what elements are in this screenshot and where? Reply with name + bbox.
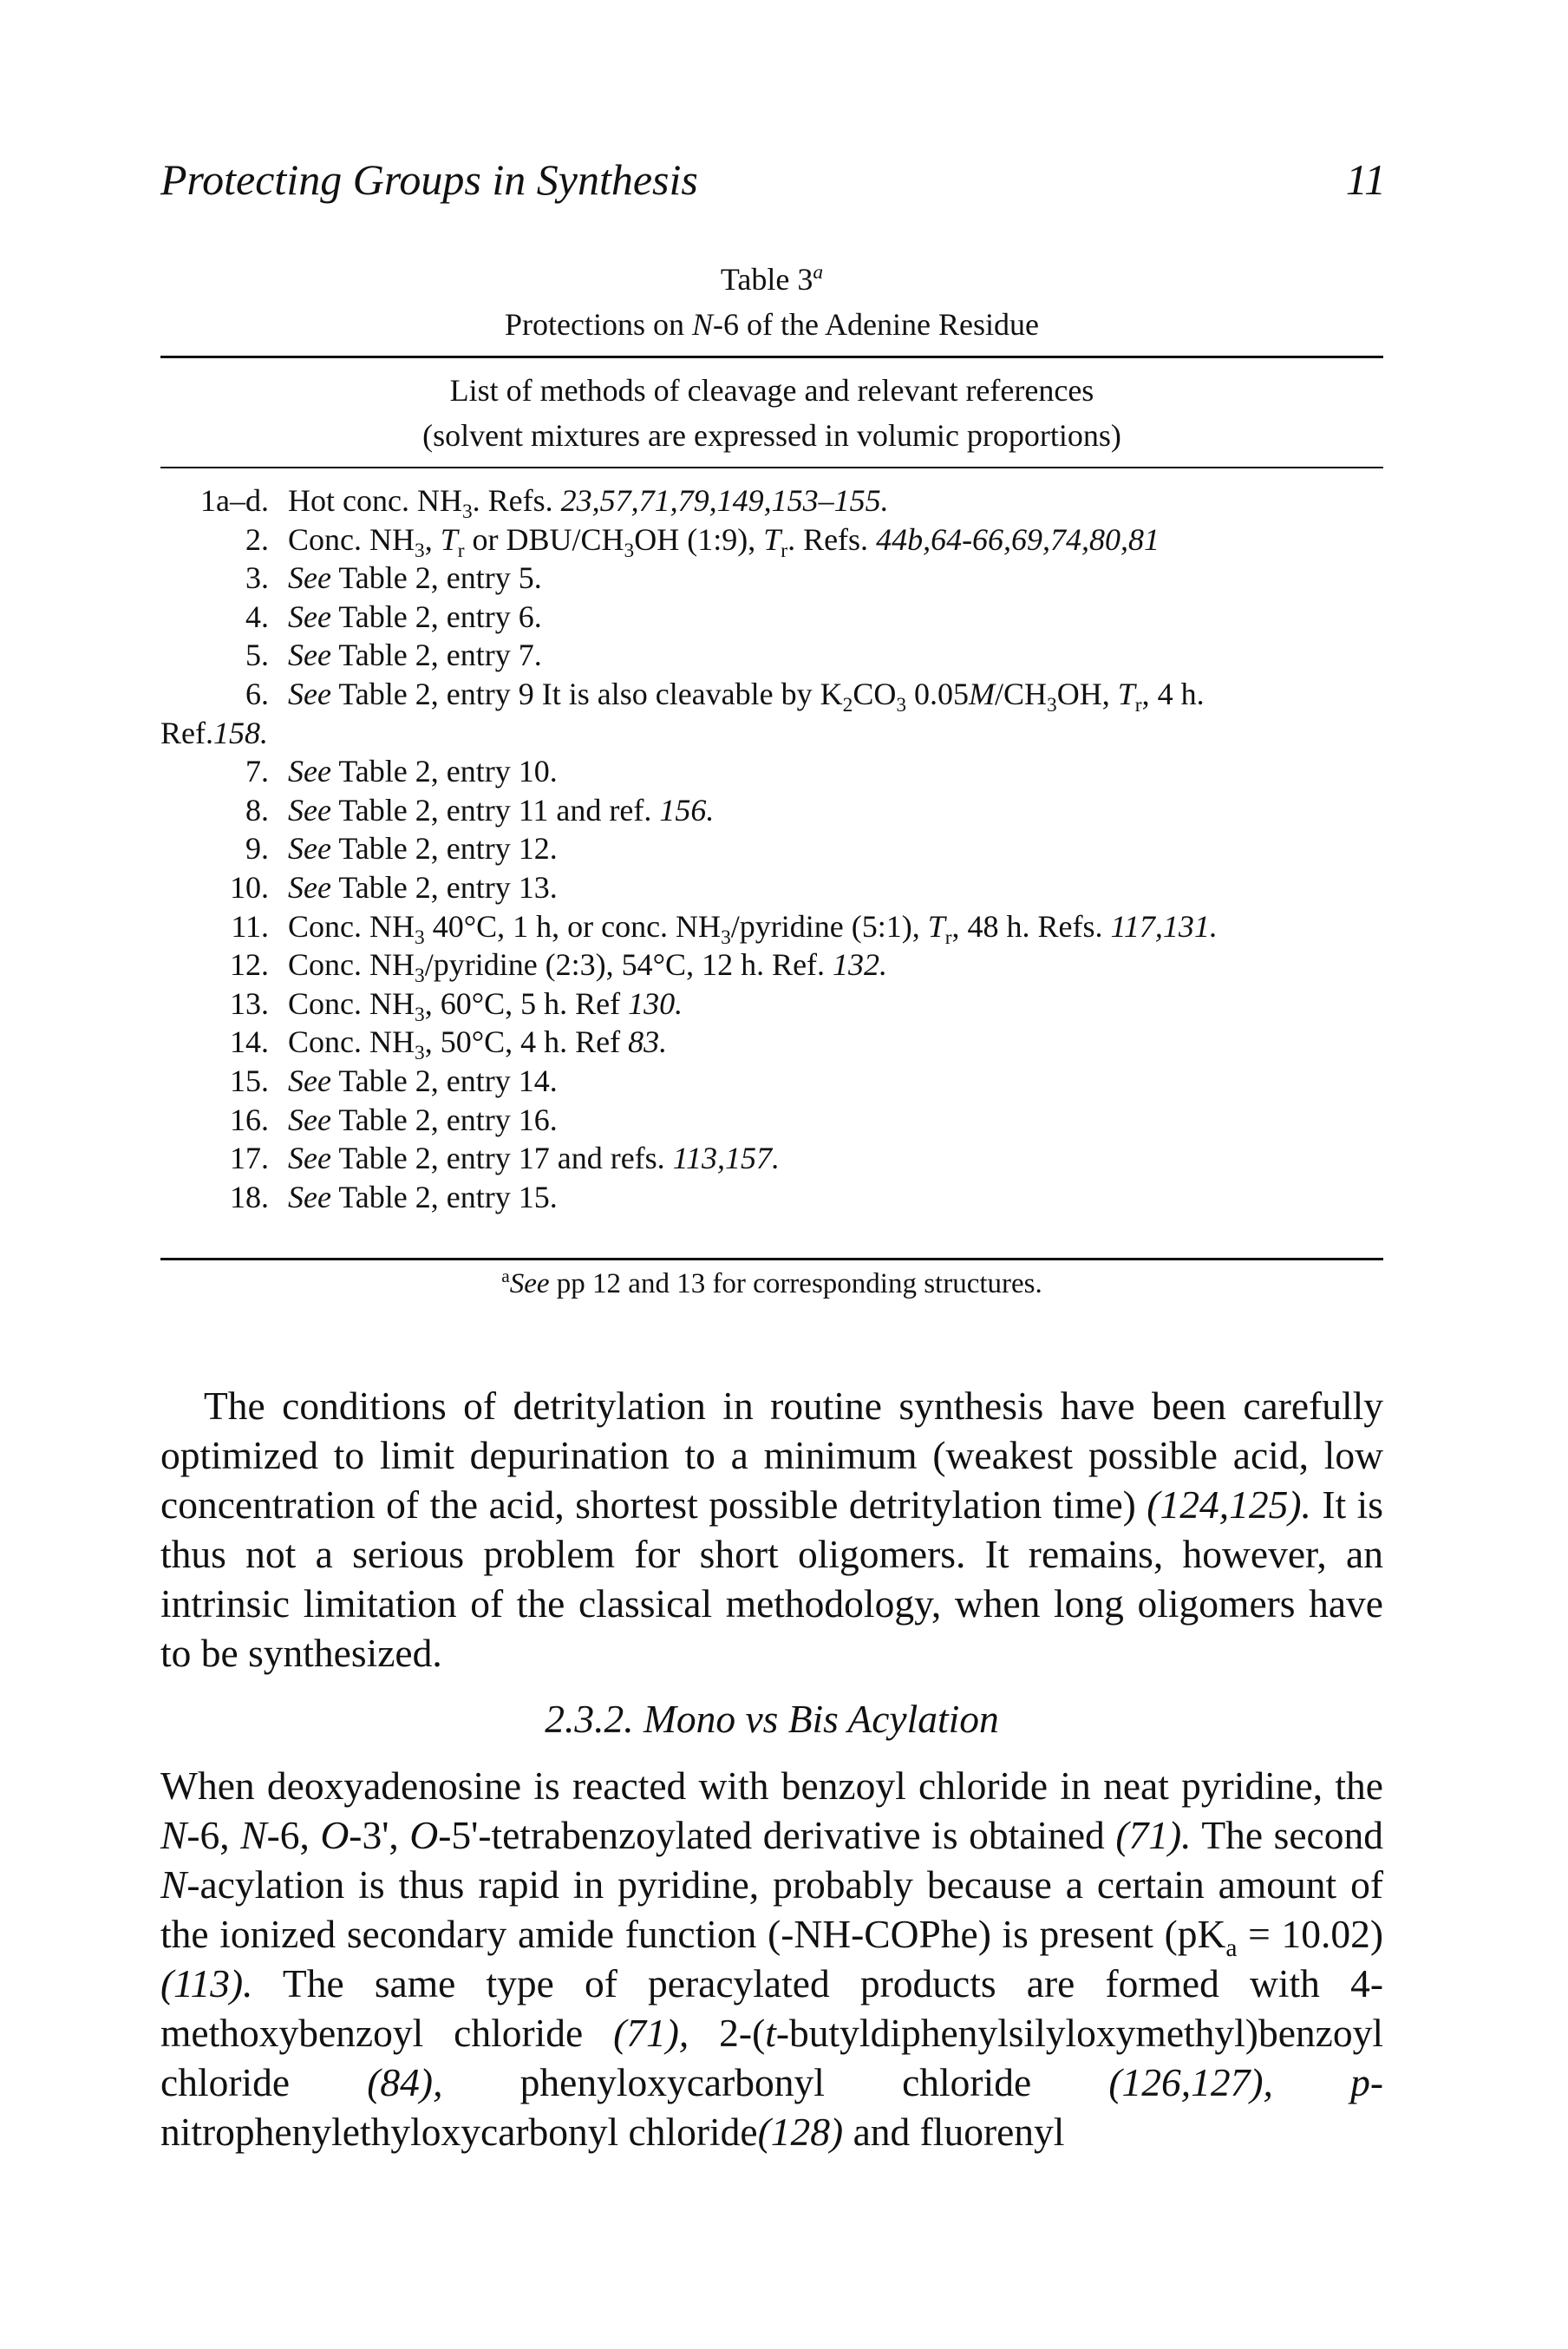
table-entry xyxy=(160,791,1392,830)
table-entry xyxy=(160,1062,1392,1101)
table-entry xyxy=(160,829,1392,868)
entry-text: See Table 2, entry 5. xyxy=(288,560,542,596)
entry-number: 14. xyxy=(230,1024,269,1060)
entry-text: See Table 2, entry 9 It is also cleavable by $K_2CO_3$ $0.05M/CH_3OH$, $T_r$, 4 h. xyxy=(288,676,1205,717)
running-title: Protecting Groups in Synthesis xyxy=(160,155,698,204)
table-entry xyxy=(160,1139,1392,1178)
entry-text: See Table 2, entry 16. xyxy=(288,1102,558,1137)
page-number: 11 xyxy=(1345,155,1386,204)
entry-number: 16. xyxy=(230,1102,269,1137)
table-bottom-rule xyxy=(160,1258,1383,1260)
entry-number: 15. xyxy=(230,1063,269,1098)
paragraph-acylation: When deoxyadenosine is reacted with benzoyl chloride in neat pyridine, the N-6, N-6, O-3', O-5'-tetrabenzoylated derivative is obtained (71). The second N-acylation is thus rapid in pyridine, probably because a certain amount of the ionized secondary amide function (-NH-COPhe) is present $(pK_a = 10.02)$ (113). The same type of peracylated products are formed with 4-methoxybenzoyl chloride (71), 2-(t-butyldiphenylsilyloxymethyl)benzoyl chloride (84), phenyloxycarbonyl chloride (126,127), p-nitrophenylethyloxycarbonyl chloride(128) and fluorenyl xyxy=(160,1763,1383,2154)
entry-text: See Table 2, entry 13. xyxy=(288,869,558,905)
table-entry xyxy=(160,752,1392,791)
entry-text: See Table 2, entry 12. xyxy=(288,831,558,867)
table-title: Protections on N-6 of the Adenine Residue xyxy=(505,307,1039,342)
entry-text: See Table 2, entry 10. xyxy=(288,754,558,789)
table-entry xyxy=(160,1178,1392,1217)
table-entry xyxy=(160,1101,1392,1140)
entry-number: 8. xyxy=(245,792,269,828)
entry-number: 12. xyxy=(230,947,269,983)
table-entry xyxy=(160,945,1392,988)
table-entry xyxy=(160,559,1392,598)
table-entries xyxy=(160,481,1392,1216)
entry-text: Hot conc. $NH_3$. Refs. 23,57,71,79,149,153–155. xyxy=(288,483,889,524)
table-entry xyxy=(160,907,1392,949)
entry-number: 13. xyxy=(230,985,269,1021)
entry-text: See Table 2, entry 11 and ref. 156. xyxy=(288,792,715,828)
entry-number: 3. xyxy=(245,560,269,596)
table-entry-continuation: Ref. 158. xyxy=(160,715,268,750)
entry-text: See Table 2, entry 17 and refs. 113,157. xyxy=(288,1141,780,1176)
entry-number: 7. xyxy=(245,754,269,789)
entry-number: 6. xyxy=(245,676,269,711)
entry-text: See Table 2, entry 15. xyxy=(288,1179,558,1214)
entry-number: 1a–d. xyxy=(200,483,269,518)
table-top-rule xyxy=(160,356,1383,358)
table-label: Table 3$^a$ xyxy=(720,261,824,297)
entry-number: 2. xyxy=(245,521,269,557)
table-entry xyxy=(160,598,1392,637)
table-entry xyxy=(160,985,1392,1024)
table-header-line2: (solvent mixtures are expressed in volumic proportions) xyxy=(422,418,1121,453)
running-head xyxy=(160,154,1386,206)
entry-number: 11. xyxy=(231,908,269,944)
paragraph-detritylation: The conditions of detritylation in routine synthesis have been carefully optimized to limit depurination to a minimum (weakest possible acid, low concentration of the acid, shortest possible detritylation time) (124,125). It is thus not a serious problem for short oligomers. It remains, however, an intrinsic limitation of the classical methodology, when long oligomers have to be synthesized. xyxy=(160,1384,1383,1675)
table-footnote: $^a$See pp 12 and 13 for corresponding structures. xyxy=(501,1266,1042,1299)
table-header-line1: List of methods of cleavage and relevant references xyxy=(449,373,1094,408)
entry-number: 10. xyxy=(230,869,269,905)
entry-text: Conc. $NH_3$, 50°C, 4 h. Ref 83. xyxy=(288,1024,668,1065)
entry-text: See Table 2, entry 7. xyxy=(288,638,542,673)
entry-text: Conc. $NH_3$, 60°C, 5 h. Ref 130. xyxy=(288,985,683,1026)
entry-text: See Table 2, entry 6. xyxy=(288,599,542,634)
entry-number: 18. xyxy=(230,1179,269,1214)
entry-number: 5. xyxy=(245,638,269,673)
table-entry xyxy=(160,675,1392,717)
table-header-rule xyxy=(160,467,1383,468)
section-heading: 2.3.2. Mono vs Bis Acylation xyxy=(545,1697,999,1741)
entry-text: Conc. $NH_3$, $T_r$ or DBU/$CH_3OH$ (1:9), $T_r$. Refs. 44b,64-66,69,74,80,81 xyxy=(288,521,1160,562)
table-entry xyxy=(160,1023,1392,1065)
table-entry xyxy=(160,868,1392,907)
entry-text: Conc. $NH_3$ 40°C, 1 h, or conc. $NH_3$/pyridine (5:1), $T_r$, 48 h. Refs. 117,131. xyxy=(288,908,1218,949)
entry-number: 17. xyxy=(230,1141,269,1176)
entry-number: 9. xyxy=(245,831,269,867)
entry-number: 4. xyxy=(245,599,269,634)
entry-text: Conc. $NH_3$/pyridine (2:3), 54°C, 12 h. Ref. 132. xyxy=(288,947,888,988)
table-entry xyxy=(160,481,1392,524)
table-entry xyxy=(160,520,1392,562)
table-entry xyxy=(160,636,1392,675)
entry-text: See Table 2, entry 14. xyxy=(288,1063,558,1098)
